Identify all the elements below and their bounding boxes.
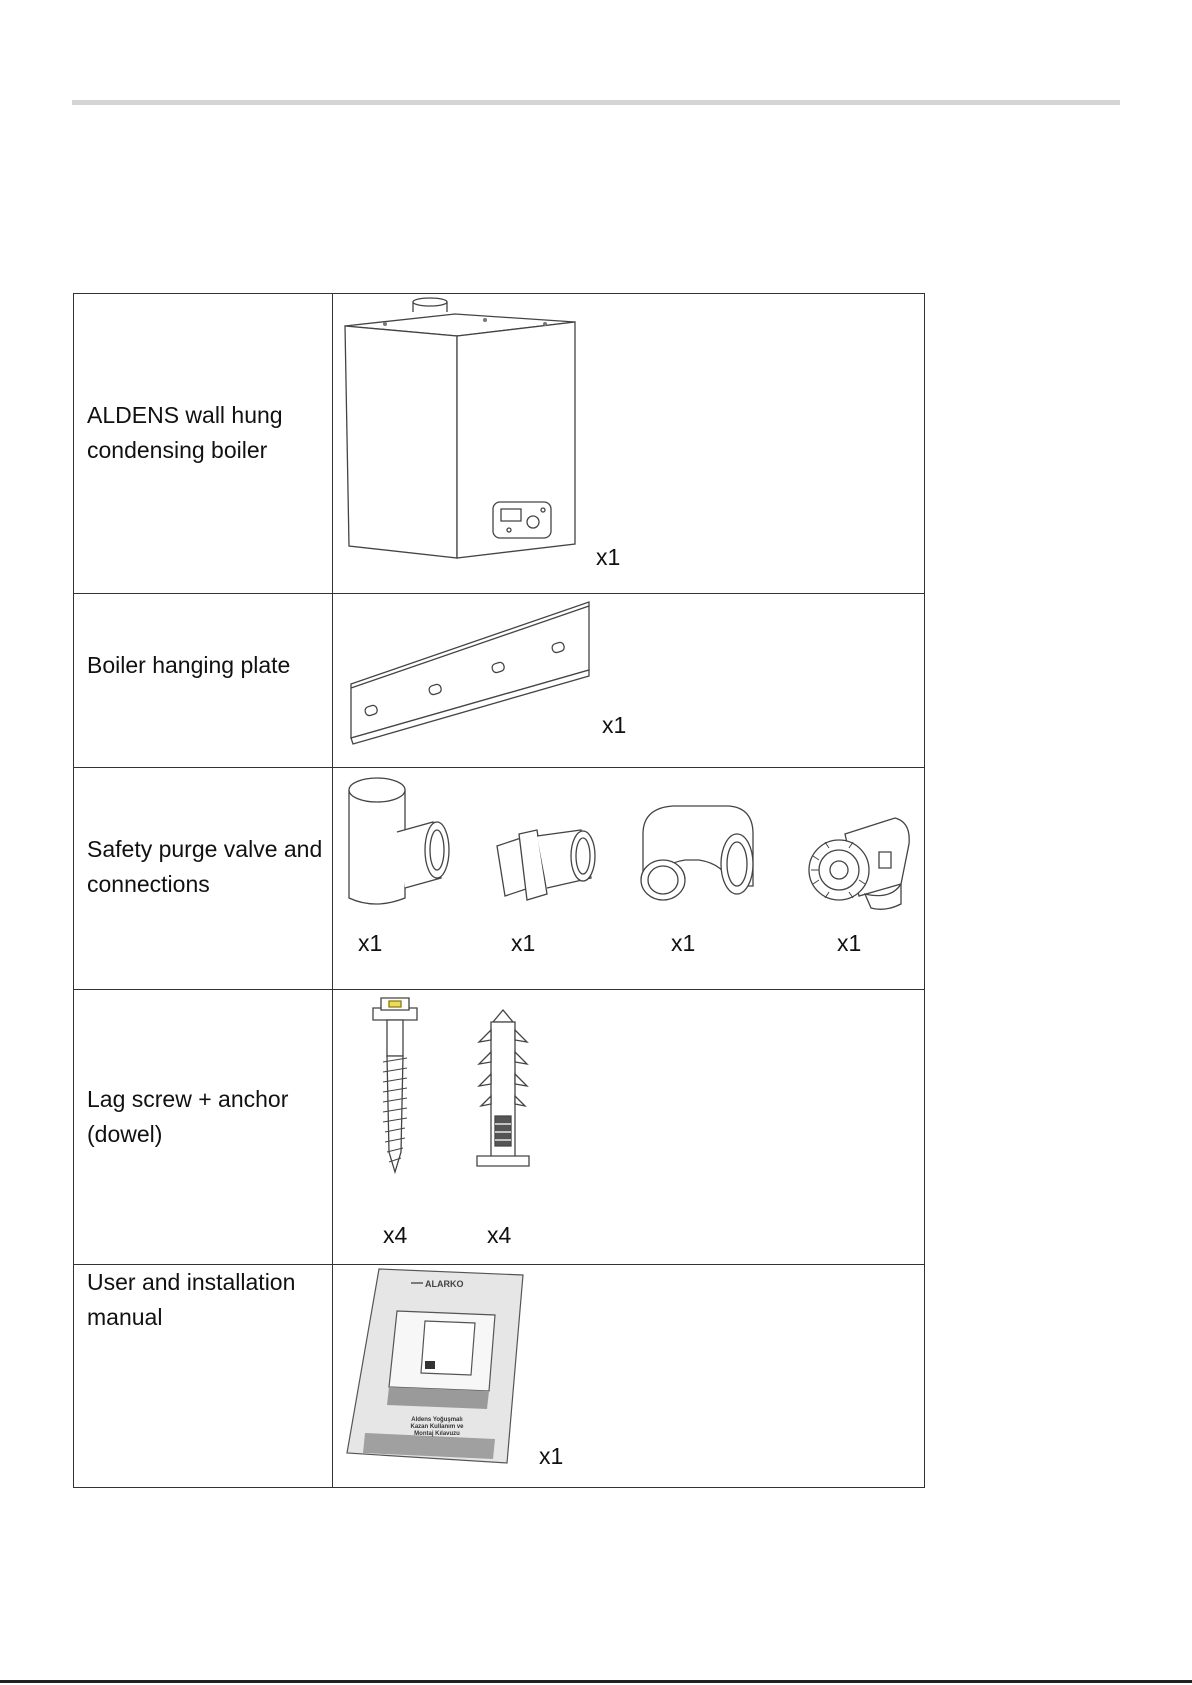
hanging-plate-illustration: [347, 596, 597, 746]
tee-connector-illustration: [633, 794, 763, 904]
quantity-label: x1: [358, 930, 383, 956]
quantity-label: x1: [671, 930, 696, 956]
boiler-illustration: [345, 296, 595, 566]
footer-rule: [0, 1680, 1192, 1683]
item-label: User and installation manual: [87, 1269, 296, 1330]
quantity-label: x4: [487, 1222, 512, 1248]
item-label-cell: [74, 594, 333, 768]
package-contents-table: [73, 293, 925, 1488]
manual-title-line: Montaj Kılavuzu: [414, 1431, 460, 1437]
item-label: Safety purge valve and connections: [87, 836, 323, 897]
wall-anchor-illustration: [473, 1008, 533, 1168]
item-label-cell: [74, 990, 333, 1265]
item-illustration-cell: [333, 1265, 925, 1488]
table-row: [74, 1265, 925, 1488]
item-label: Boiler hanging plate: [87, 652, 291, 678]
item-illustration-cell: [333, 594, 925, 768]
item-label-cell: [74, 768, 333, 990]
item-illustration-cell: [333, 768, 925, 990]
table-row: [74, 768, 925, 990]
item-label: Lag screw + anchor (dowel): [87, 1086, 289, 1147]
quantity-label: x1: [539, 1443, 564, 1469]
header-rule: [72, 100, 1120, 105]
quantity-label: x1: [602, 712, 627, 738]
tee-fitting-illustration: [345, 770, 455, 920]
item-illustration-cell: [333, 294, 925, 594]
item-label-cell: [74, 294, 333, 594]
lag-screw-illustration: [371, 996, 421, 1176]
table-row: [74, 990, 925, 1265]
manual-brand-text: ALARKO: [425, 1279, 464, 1289]
table-row: [74, 594, 925, 768]
manual-title-line: Aldens Yoğuşmalı: [411, 1417, 463, 1423]
quantity-label: x1: [511, 930, 536, 956]
nipple-fitting-illustration: [491, 808, 601, 908]
quantity-label: x1: [837, 930, 862, 956]
manual-title-line: Kazan Kullanım ve: [410, 1424, 464, 1430]
item-label: ALDENS wall hung condensing boiler: [87, 402, 283, 463]
item-illustration-cell: [333, 990, 925, 1265]
manual-illustration: [345, 1269, 525, 1469]
quantity-label: x4: [383, 1222, 408, 1248]
table-row: [74, 294, 925, 594]
purge-valve-illustration: [805, 804, 915, 914]
quantity-label: x1: [596, 544, 621, 570]
item-label-cell: [74, 1265, 333, 1488]
